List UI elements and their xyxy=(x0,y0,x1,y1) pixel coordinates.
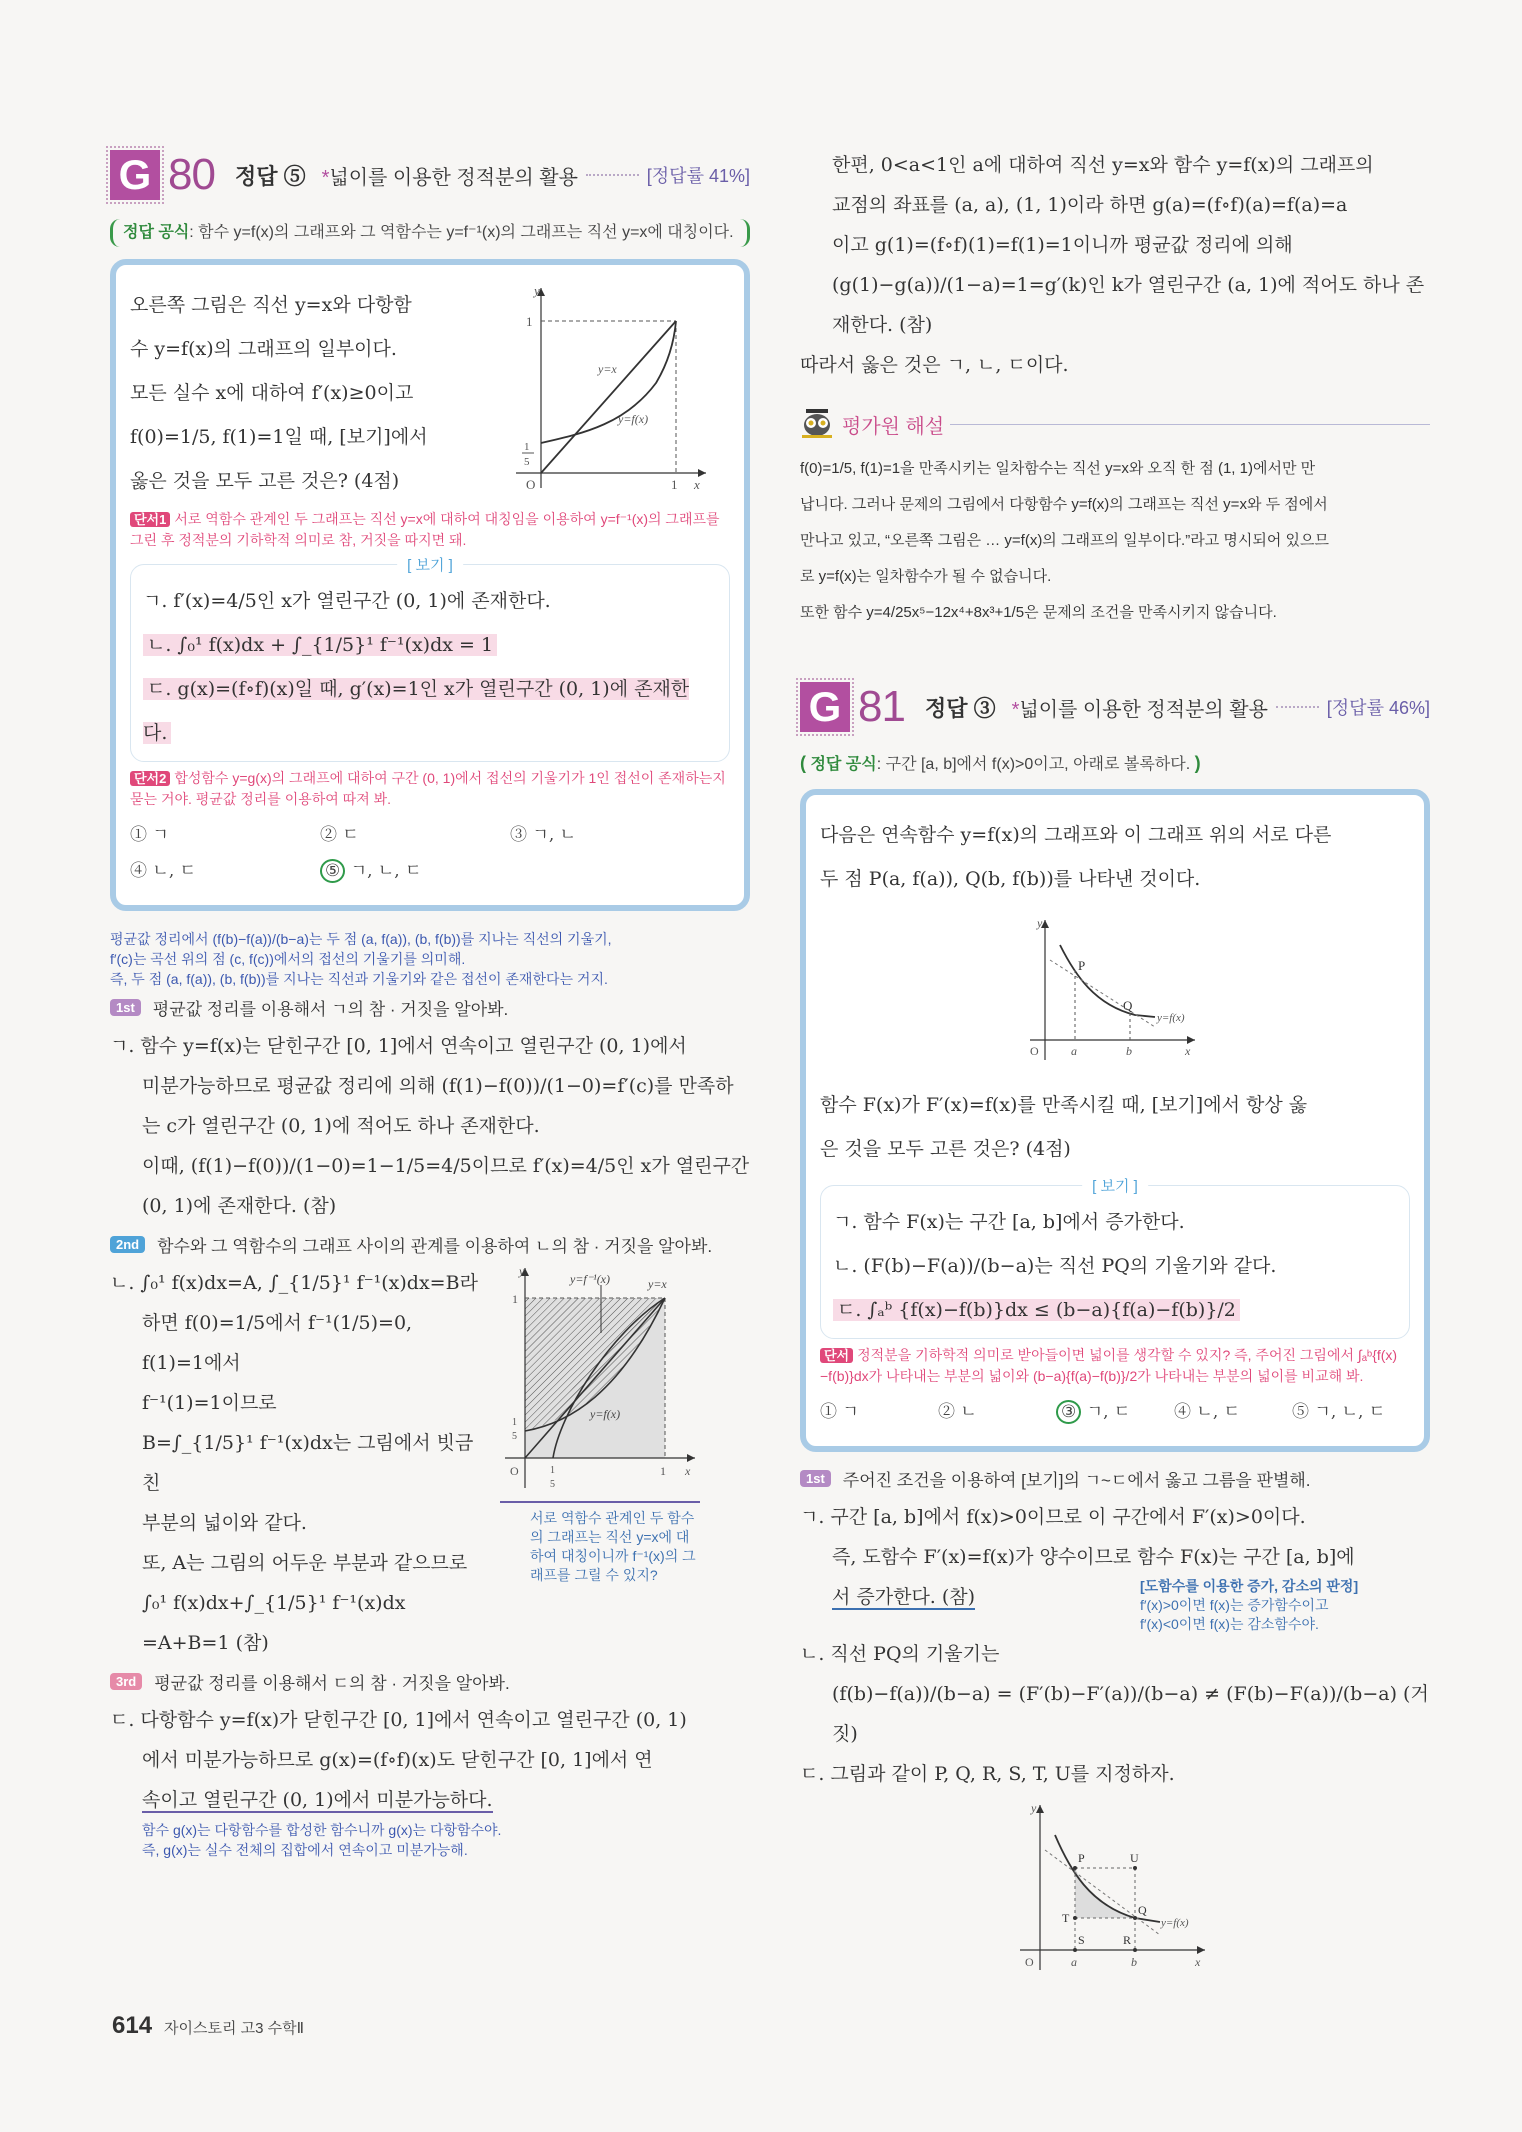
right-column: 한편, 0<a<1인 a에 대하여 직선 y=x와 함수 y=f(x)의 그래프의 교점의 좌표를 (a, a), (1, 1)이라 하면 g(a)=(f∘f)(a)=f(a)=a 이고 g(1)=(f∘f)(1)=f(1)=1이니까 평균값 정리에 의해 (g(1)−g(a))/(1−a)=1=g′(k)인 k가 열린구간 (a, 1)에 적어도 하나 존 재한다. (참) 따라서 옳은 것은 ㄱ, ㄴ, ㄷ이다. 평가원 해설 f(0)=1/5, f(1)=1을 만족시키는 일차함수는 직선 y=x와 오직 한 점 (1, 1)에서만 만 납니다. 그러나 문제의 그림에서 다항함수 y=f(x)의 그래프는 직선 y=x와 두 점에서 만나고 있고, “오른쪽 그림은 … y=f(x)의 그래프의 일부이다.”라고 명시되어 있으므 로 y=f(x)는 일차함수가 될 수 없습니다. 또한 함수 y=4/25x⁵−12x⁴+8x³+1/5은 문제의 조건을 만족시키지 않습니다. G 81 정답 ③ *넓이를 이용한 정적분의 활용 [정답률 46%] ( 정답 공식: 구간 [a, b]에서 f(x)>0이고, 아래로 볼록하다. ) 다음은 연속함수 y=f(x)의 그래프와 이 그래프 위의 서로 다른 두 점 P(a, f(a)), Q(b, f(b))를 나타낸 것이다. y x O a b P Q y=f(x) 함수 F(x)가 F′(x)=f(x)를 만족시킬 때, [보기]에서 항상 옳 은 것을 모두 고른 것은? (4점) [ 보기 ] ㄱ. 함수 F(x)는 구간 [a, b]에서 증가한다. ㄴ. (F(b)−F(a))/(b−a)는 직선 PQ의 기울기와 같다. ㄷ. ∫ₐᵇ {f(x)−f(b)}dx ≤ (b−a){f(a)−f(b)}/2 단서 정적분을 기하학적 의미로 받아들이면 넓이를 생각할 수 있지? 즉, 주어진 그림에서 ∫ₐᵇ{f(x)−f(b)}dx가 나타내는 부분의 넓이와 (b−a){f(a)−f(b)}/2가 나타내는 부분의 넓이를 비교해 봐. ① ㄱ ② ㄴ ③ ㄱ, ㄷ ④ ㄴ, ㄷ ⑤ ㄱ, ㄴ, ㄷ 1st 주어진 조건을 이용하여 [보기]의 ㄱ~ㄷ에서 옳고 그름을 판별해. ㄱ. 구간 [a, b]에서 f(x)>0이므로 이 구간에서 F′(x)>0이다. 즉, 도함수 F′(x)=f(x)가 양수이므로 함수 F(x)는 구간 [a, b]에 서 증가한다. (참) [도함수를 이용한 증가, 감소의 판정] f′(x)>0이면 f(x)는 증가함수이고 f′(x)<0이면 f(x)는 감소함수야. ㄴ. 직선 PQ의 기울기는 (f(b)−f(a))/(b−a) = (F′(b)−F′(a))/(b−a) ≠ (F(b)−F(a))/(b−a) (거짓) ㄷ. 그림과 같이 P, Q, R, S, T, U를 지정하자. y x O a b P U Q T S R y=f(x) xyxy=(800,145,1430,1979)
choices-80 xyxy=(130,817,730,889)
problem-badge: G xyxy=(110,150,160,200)
step-1-81: 1st 주어진 조건을 이용하여 [보기]의 ㄱ~ㄷ에서 옳고 그름을 판별해. xyxy=(800,1466,1430,1491)
svg-text:O: O xyxy=(1030,1044,1039,1058)
svg-text:1: 1 xyxy=(524,441,530,453)
svg-text:5: 5 xyxy=(512,1431,517,1442)
svg-text:y: y xyxy=(1037,916,1043,930)
graph-pq xyxy=(1025,915,1205,1065)
svg-text:O: O xyxy=(1025,1955,1034,1969)
graph-pqrstu xyxy=(1015,1800,1215,1975)
svg-text:5: 5 xyxy=(550,1479,555,1490)
step-1: 1st 평균값 정리를 이용해서 ㄱ의 참 · 거짓을 알아봐. xyxy=(110,995,750,1020)
svg-text:y=x: y=x xyxy=(648,1277,667,1291)
answer-formula: 정답 공식: 함수 y=f(x)의 그래프와 그 역함수는 y=f⁻¹(x)의 그래프는 직선 y=x에 대칭이다. xyxy=(110,219,750,247)
svg-text:1: 1 xyxy=(526,314,533,329)
choice-1[interactable]: ① ㄱ xyxy=(130,825,169,845)
svg-text:b: b xyxy=(1126,1044,1132,1058)
choice-2[interactable]: ② ㄴ xyxy=(938,1402,977,1422)
svg-text:y: y xyxy=(534,283,540,298)
svg-text:P: P xyxy=(1078,958,1086,973)
choice-4[interactable]: ④ ㄴ, ㄷ xyxy=(130,861,197,881)
svg-text:y=f(x): y=f(x) xyxy=(590,1407,621,1421)
choice-3[interactable]: ③ ㄱ, ㄴ xyxy=(510,825,577,845)
answer-label: 정답 ⑤ xyxy=(234,163,306,189)
derivative-side-note: [도함수를 이용한 증가, 감소의 판정] f′(x)>0이면 f(x)는 증가함수이고 f′(x)<0이면 f(x)는 감소함수야. xyxy=(1140,1578,1359,1632)
svg-text:y: y xyxy=(519,1264,525,1278)
svg-text:x: x xyxy=(1195,1955,1201,1969)
step-2-body: ㄴ. ∫₀¹ f(x)dx=A, ∫_{1/5}¹ f⁻¹(x)dx=B라 하면 f(0)=1/5에서 f⁻¹(1/5)=0, f(1)=1에서 f⁻¹(1)=1이므로 B=∫_{1/5}¹ f⁻¹(x)dx는 그림에서 빗금친 부분의 넓이와 같다. 또, A는 그림의 어두운 부분과 같으므로 ∫₀¹ f(x)dx+∫_{1/5}¹ f⁻¹(x)dx =A+B=1 (참) y x O 1 1 y=f⁻¹(x) y=x y=f(x) 1 5 1 5 서로 역함수 관계인 두 함수의 그래프는 직선 y=x에 대하여 대칭이니까 f⁻¹(x)의 그래프를 그릴 수 있지? xyxy=(110,1263,750,1663)
svg-text:y=f(x): y=f(x) xyxy=(1161,1917,1189,1929)
svg-text:x: x xyxy=(1185,1044,1191,1058)
svg-text:T: T xyxy=(1062,1911,1070,1925)
topic-label: *넓이를 이용한 정적분의 활용 xyxy=(321,166,578,189)
svg-text:1: 1 xyxy=(512,1417,517,1428)
hint-2: 단서2 합성함수 y=g(x)의 그래프에 대하여 구간 (0, 1)에서 접선의 기울기가 1인 접선이 존재하는지 묻는 거야. 평균값 정리를 이용하여 따져 봐. xyxy=(130,770,726,807)
svg-text:Q: Q xyxy=(1138,1903,1147,1917)
dotted-leader xyxy=(586,174,639,176)
step-2: 2nd 함수와 그 역함수의 그래프 사이의 관계를 이용하여 ㄴ의 참 · 거짓을 알아봐. xyxy=(110,1232,750,1257)
page-number: 614 xyxy=(112,2012,153,2039)
svg-text:a: a xyxy=(1071,1955,1077,1969)
question-text: 오른쪽 그림은 직선 y=x와 다항함 수 y=f(x)의 그래프의 일부이다. 모든 실수 x에 대하여 f′(x)≥0이고 f(0)=1/5, f(1)=1일 때, [보기]에서 옳은 것을 모두 고른 것은? (4점) xyxy=(130,294,428,492)
graph-f-and-line xyxy=(506,283,716,493)
svg-text:Q: Q xyxy=(1123,998,1133,1013)
answer-formula-81: ( 정답 공식: 구간 [a, b]에서 f(x)>0이고, 아래로 볼록하다. ) xyxy=(800,753,1201,773)
svg-text:1: 1 xyxy=(671,477,678,492)
choice-1[interactable]: ① ㄱ xyxy=(820,1402,859,1422)
bogi-box-80: [ 보기 ] ㄱ. f′(x)=4/5인 x가 열린구간 (0, 1)에 존재한다. ㄴ. ∫₀¹ f(x)dx + ∫_{1/5}¹ f⁻¹(x)dx = 1 ㄷ. g(x)=(f∘f)(x)일 때, g′(x)=1인 x가 열린구간 (0, 1)에 존재한다. xyxy=(130,564,730,762)
svg-text:R: R xyxy=(1123,1933,1132,1947)
svg-text:1: 1 xyxy=(660,1464,666,1478)
svg-text:y: y xyxy=(1031,1801,1037,1815)
svg-text:5: 5 xyxy=(524,456,530,468)
owl-icon xyxy=(800,409,834,439)
choice-5[interactable]: ⑤ ㄱ, ㄴ, ㄷ xyxy=(1292,1402,1386,1422)
question-box-81: 다음은 연속함수 y=f(x)의 그래프와 이 그래프 위의 서로 다른 두 점 P(a, f(a)), Q(b, f(b))를 나타낸 것이다. y x O a b P Q y=f(x) 함수 F(x)가 F′(x)=f(x)를 만족시킬 때, [보기]에서 항상 옳 은 것을 모두 고른 것은? (4점) [ 보기 ] ㄱ. 함수 F(x)는 구간 [a, b]에서 증가한다. ㄴ. (F(b)−F(a))/(b−a)는 직선 PQ의 기울기와 같다. ㄷ. ∫ₐᵇ {f(x)−f(b)}dx ≤ (b−a){f(a)−f(b)}/2 단서 정적분을 기하학적 의미로 받아들이면 넓이를 생각할 수 있지? 즉, 주어진 그림에서 ∫ₐᵇ{f(x)−f(b)}dx가 나타내는 부분의 넓이와 (b−a){f(a)−f(b)}/2가 나타내는 부분의 넓이를 비교해 봐. ① ㄱ ② ㄴ ③ ㄱ, ㄷ ④ ㄴ, ㄷ ⑤ ㄱ, ㄴ, ㄷ xyxy=(800,789,1430,1452)
svg-text:a: a xyxy=(1071,1044,1077,1058)
star-icon: * xyxy=(1011,698,1020,721)
conclusion: 따라서 옳은 것은 ㄱ, ㄴ, ㄷ이다. xyxy=(800,354,1069,376)
svg-text:S: S xyxy=(1078,1933,1085,1947)
left-column: G 80 정답 ⑤ *넓이를 이용한 정적분의 활용 [정답률 41%] 정답 공식: 함수 y=f(x)의 그래프와 그 역함수는 y=f⁻¹(x)의 그래프는 직선 y=x에 대칭이다. 오른쪽 그림은 직선 y=x와 다항함 수 y=f(x)의 그래프의 일부이다. 모든 실수 x에 대하여 f′(x)≥0이고 f(0)=1/5, f(1)=1일 때, [보기]에서 옳은 것을 모두 고른 것은? (4점) y x O 1 1 1 5 y=x y=f(x) 단서1 서로 역함수 관계인 두 그래프는 직선 y=x에 대하여 대칭임을 이용하여 y=f⁻¹(x)의 그래프를 그린 후 정적분의 기하학적 의미로 참, 거짓을 따지면 돼. [ 보기 ] ㄱ. f′(x)=4/5인 x가 열린구간 (0, 1)에 존재한다. ㄴ. ∫₀¹ f(x)dx + ∫_{1/5}¹ f⁻¹(x)dx = 1 ㄷ. g(x)=(f∘f)(x)일 때, g′(x)=1인 x가 열린구간 (0, 1)에 존재한다. 단서2 합성함수 y=g(x)의 그래프에 대하여 구간 (0, 1)에서 접선의 기울기가 1인 접선이 존재하는지 묻는 거야. 평균값 정리를 이용하여 따져 봐. ① ㄱ ② ㄷ ③ ㄱ, ㄴ ④ ㄴ, ㄷ ⑤ ㄱ, ㄴ, ㄷ 평균값 정리에서 (f(b)−f(a))/(b−a)는 두 점 (a, f(a)), (b, f(b))를 지나는 직선의 기울기, f′(c)는 곡선 위의 점 (c, f(c))에서의 접선의 기울기를 의미해. 즉, 두 점 (a, f(a)), (b, f(b))를 지나는 직선과 기울기와 같은 접선이 존재한다는 거지. 1st 평균값 정리를 이용해서 ㄱ의 참 · 거짓을 알아봐. ㄱ. 함수 y=f(x)는 닫힌구간 [0, 1]에서 연속이고 열린구간 (0, 1)에서 미분가능하므로 평균값 정리에 의해 (f(1)−f(0))/(1−0)=f′(c)를 만족하 는 c가 열린구간 (0, 1)에 적어도 하나 존재한다. 이때, (f(1)−f(0))/(1−0)=1−1/5=4/5이므로 f′(x)=4/5인 x가 열린구간 (0, 1)에 존재한다. (참) 2nd 함수와 그 역함수의 그래프 사이의 관계를 이용하여 ㄴ의 참 · 거짓을 알아봐. ㄴ. ∫₀¹ f(x)dx=A, ∫_{1/5}¹ f⁻¹(x)dx=B라 하면 f(0)=1/5에서 f⁻¹(1/5)=0, f(1)=1에서 f⁻¹(1)=1이므로 B=∫_{1/5}¹ f⁻¹(x)dx는 그림에서 빗금친 부분의 넓이와 같다. 또, A는 그림의 어두운 부분과 같으므로 ∫₀¹ f(x)dx+∫_{1/5}¹ f⁻¹(x)dx =A+B=1 (참) y x O 1 1 y=f⁻¹(x) y=x y=f(x) 1 5 1 5 서로 역함수 관계인 두 함수의 그래프는 직선 y=x에 대하여 대칭이니까 f⁻¹(x)의 그래프를 그릴 수 있지? 3rd 평균값 정리를 이용해서 ㄷ의 참 · 거짓을 알아봐. ㄷ. 다항함수 y=f(x)가 닫힌구간 [0, 1]에서 연속이고 열린구간 (0, 1) 에서 미분가능하므로 g(x)=(f∘f)(x)도 닫힌구간 [0, 1]에서 연 속이고 열린구간 (0, 1)에서 미분가능하다. 함수 g(x)는 다항함수를 합성한 함수니까 g(x)는 다항함수야. 즉, g(x)는 실수 전체의 집합에서 연속이고 미분가능해. xyxy=(110,145,750,1860)
svg-text:y=f(x): y=f(x) xyxy=(1157,1012,1185,1024)
svg-text:O: O xyxy=(510,1464,519,1478)
evaluation-header: 평가원 해설 xyxy=(800,409,1430,439)
svg-text:y=f(x): y=f(x) xyxy=(618,412,649,426)
bogi-item-2: ㄴ. ∫₀¹ f(x)dx + ∫_{1/5}¹ f⁻¹(x)dx = 1 xyxy=(143,623,717,667)
svg-text:P: P xyxy=(1078,1851,1085,1865)
svg-text:1: 1 xyxy=(550,1465,555,1476)
choices-81 xyxy=(820,1394,1410,1430)
svg-text:x: x xyxy=(685,1464,691,1478)
problem-number: 80 xyxy=(168,150,215,199)
mvt-note: 평균값 정리에서 (f(b)−f(a))/(b−a)는 두 점 (a, f(a)), (b, f(b))를 지나는 직선의 기울기, f′(c)는 곡선 위의 점 (c, f(c))에서의 접선의 기울기를 의미해. 즉, 두 점 (a, f(a)), (b, f(b))를 지나는 직선과 기울기와 같은 접선이 존재한다는 거지. xyxy=(110,931,612,987)
svg-text:b: b xyxy=(1131,1955,1137,1969)
book-title: 자이스토리 고3 수학Ⅱ xyxy=(164,2020,305,2037)
svg-text:y=f⁻¹(x): y=f⁻¹(x) xyxy=(570,1272,611,1286)
star-icon: * xyxy=(321,166,330,189)
choice-3-correct[interactable]: ③ ㄱ, ㄷ xyxy=(1056,1394,1174,1430)
page-footer xyxy=(112,2012,304,2040)
choice-4[interactable]: ④ ㄴ, ㄷ xyxy=(1174,1402,1241,1422)
svg-text:y=x: y=x xyxy=(598,362,617,376)
problem-80-header xyxy=(110,145,750,205)
question-box-80 xyxy=(110,259,750,911)
inverse-graph-note: 서로 역함수 관계인 두 함수의 그래프는 직선 y=x에 대하여 대칭이니까 f⁻¹(x)의 그래프를 그릴 수 있지? xyxy=(500,1501,700,1585)
choice-2[interactable]: ② ㄷ xyxy=(320,825,359,845)
step-3: 3rd 평균값 정리를 이용해서 ㄷ의 참 · 거짓을 알아봐. xyxy=(110,1669,750,1694)
bogi-item-1: ㄱ. f′(x)=4/5인 x가 열린구간 (0, 1)에 존재한다. xyxy=(143,590,551,612)
choice-5-correct[interactable]: ⑤ ㄱ, ㄴ, ㄷ xyxy=(320,853,510,889)
graph-inverse xyxy=(500,1263,700,1493)
problem-81-header: G 81 정답 ③ *넓이를 이용한 정적분의 활용 [정답률 46%] xyxy=(800,677,1430,737)
svg-text:U: U xyxy=(1130,1851,1139,1865)
svg-text:x: x xyxy=(694,477,700,492)
hint-81: 단서 정적분을 기하학적 의미로 받아들이면 넓이를 생각할 수 있지? 즉, 주어진 그림에서 ∫ₐᵇ{f(x)−f(b)}dx가 나타내는 부분의 넓이와 (b−a){f(a)−f(b)}/2가 나타내는 부분의 넓이를 비교해 봐. xyxy=(820,1347,1398,1384)
svg-text:O: O xyxy=(526,477,536,492)
bogi-item-3: ㄷ. g(x)=(f∘f)(x)일 때, g′(x)=1인 x가 열린구간 (0, 1)에 존재한다. xyxy=(143,678,690,744)
bogi-box-81: [ 보기 ] ㄱ. 함수 F(x)는 구간 [a, b]에서 증가한다. ㄴ. (F(b)−F(a))/(b−a)는 직선 PQ의 기울기와 같다. ㄷ. ∫ₐᵇ {f(x)−f(b)}dx ≤ (b−a){f(a)−f(b)}/2 xyxy=(820,1185,1410,1339)
svg-text:1: 1 xyxy=(512,1292,518,1306)
hint-1: 단서1 서로 역함수 관계인 두 그래프는 직선 y=x에 대하여 대칭임을 이용하여 y=f⁻¹(x)의 그래프를 그린 후 정적분의 기하학적 의미로 참, 거짓을 따지면 돼. xyxy=(130,511,720,548)
correct-rate: [정답률 41%] xyxy=(646,166,750,186)
